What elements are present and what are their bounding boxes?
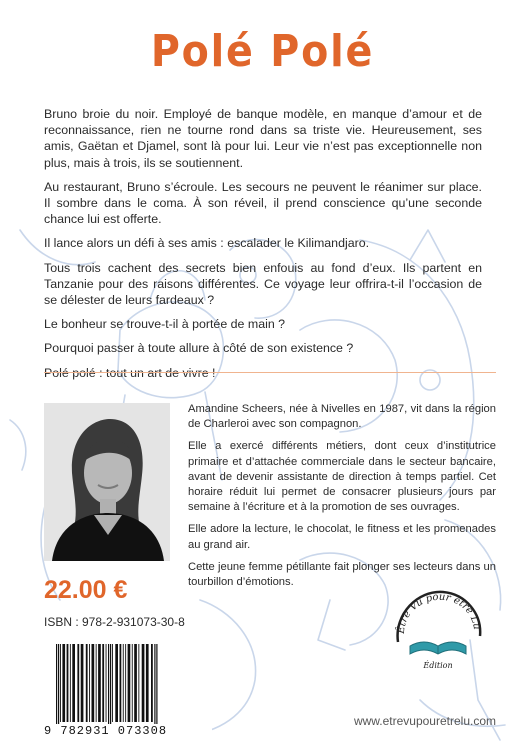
barcode-bar bbox=[72, 644, 75, 722]
price: 22.00 € bbox=[44, 576, 128, 604]
barcode-bar bbox=[106, 644, 107, 722]
bio-paragraph: Cette jeune femme pétillante fait plonger ses lecteurs dans un tourbillon d’émotions. bbox=[188, 560, 496, 589]
svg-text:Être Vu pour être Lu bbox=[395, 592, 482, 636]
publisher-logo-text: Être Vu pour être Lu bbox=[395, 591, 482, 635]
barcode-bar bbox=[134, 644, 137, 722]
barcode-bar bbox=[120, 644, 122, 722]
barcode-bar bbox=[89, 644, 90, 722]
barcode-guard-bar bbox=[156, 644, 157, 732]
barcode-guard-bar bbox=[108, 644, 109, 732]
barcode-guard-bar bbox=[56, 644, 57, 732]
barcode-bar bbox=[123, 644, 124, 722]
barcode-bar bbox=[96, 644, 97, 722]
barcode-digits: 9 782931 073308 bbox=[44, 724, 212, 738]
barcode-bar bbox=[70, 644, 71, 722]
author-bio bbox=[188, 402, 496, 597]
barcode-bar bbox=[86, 644, 88, 722]
barcode-bar bbox=[67, 644, 69, 722]
barcode-bar bbox=[138, 644, 139, 722]
barcode-bar bbox=[132, 644, 133, 722]
synopsis-paragraph: Bruno broie du noir. Employé de banque modèle, en manque d’amour et de reconnaissance, rien ne tourne rond dans sa triste vie. Heureusement, ses amis, Gaëtan et Djamel, sont là pour lui. Leur vie n’est pas exceptionnelle non plus, mais à trois, ils se soutiennent. bbox=[44, 107, 482, 170]
publisher-logo-subtitle: Édition bbox=[423, 661, 453, 670]
barcode-bar bbox=[102, 644, 104, 722]
barcode-bar bbox=[151, 644, 153, 722]
barcode-guard-bar bbox=[154, 644, 155, 732]
publisher-website: www.etrevupouretrelu.com bbox=[353, 714, 496, 728]
synopsis-paragraph: Tous trois cachent des secrets bien enfouis au fond d’eux. Ils partent en Tanzanie pour des raisons différentes. Ce voyage leur offrira-t-il l’occasion de se délester de leurs fardeaux ? bbox=[44, 260, 482, 308]
barcode-guard-bar bbox=[110, 644, 111, 732]
barcode-bar bbox=[112, 644, 113, 722]
barcode-bar bbox=[77, 644, 79, 722]
synopsis-paragraph: Il lance alors un défi à ses amis : escalader le Kilimandjaro. bbox=[44, 236, 370, 251]
barcode-guard-bar bbox=[58, 644, 59, 732]
barcode-bar bbox=[60, 644, 61, 722]
bio-paragraph: Elle a exercé différents métiers, dont ceux d’institutrice primaire et d’attachée commerciale dans le secteur bancaire, avant de devenir assistante de direction à temps partiel. Cet horaire réduit lui permet de consacrer plusieurs jours par semaine à l’écriture et à la promotion de ses ouvrages. bbox=[188, 440, 496, 514]
synopsis-paragraph: Pourquoi passer à toute allure à côté de son existence ? bbox=[44, 341, 354, 356]
isbn: ISBN : 978-2-931073-30-8 bbox=[44, 615, 185, 629]
bio-paragraph: Amandine Scheers, née à Nivelles en 1987, vit dans la région de Charleroi avec son compagnon. bbox=[188, 403, 496, 431]
synopsis-paragraph: Au restaurant, Bruno s’écroule. Les secours ne peuvent le réanimer sur place. Il sombre dans le coma. À son réveil, il prend conscience qu’une seconde chance lui est offerte. bbox=[44, 179, 482, 227]
barcode-bar bbox=[142, 644, 145, 722]
barcode-bar bbox=[115, 644, 118, 722]
barcode-bar bbox=[92, 644, 95, 722]
bio-paragraph: Elle adore la lecture, le chocolat, le fitness et les promenades au grand air. bbox=[188, 523, 496, 551]
barcode-bar bbox=[128, 644, 131, 722]
publisher-logo bbox=[388, 584, 488, 676]
book-title: Polé Polé bbox=[150, 26, 375, 77]
synopsis bbox=[44, 106, 482, 389]
barcode-bar bbox=[81, 644, 84, 722]
synopsis-paragraph: Polé polé : tout un art de vivre ! bbox=[44, 365, 216, 380]
barcode-bar bbox=[146, 644, 149, 722]
author-photo bbox=[44, 403, 170, 561]
synopsis-paragraph: Le bonheur se trouve-t-il à portée de main ? bbox=[44, 317, 286, 332]
barcode-bar bbox=[62, 644, 65, 722]
barcode-bar bbox=[125, 644, 126, 722]
barcode-bar bbox=[98, 644, 101, 722]
section-divider bbox=[44, 372, 496, 373]
